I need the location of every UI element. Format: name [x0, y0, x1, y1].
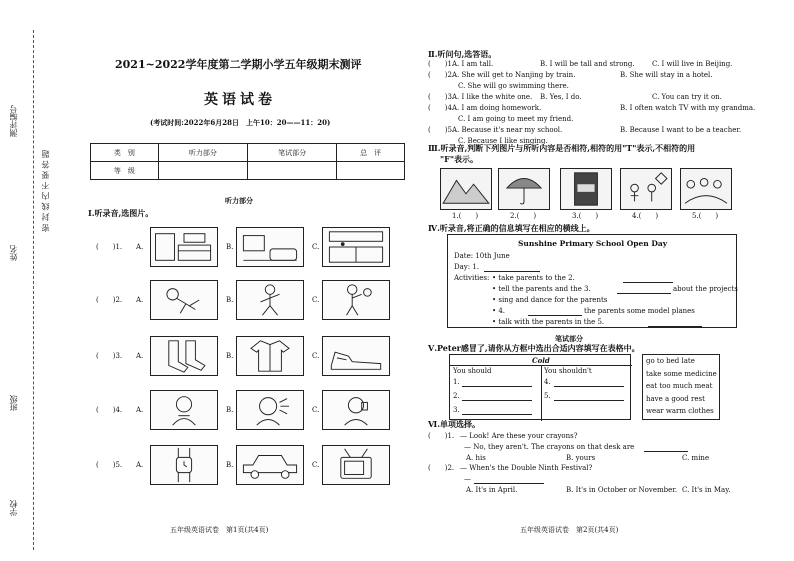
exam-number-label: 测评编号: [9, 105, 18, 137]
judge-label: 3.( ): [572, 212, 599, 220]
option-letter: A.: [136, 406, 144, 414]
subject-title: 英语试卷: [204, 92, 276, 108]
activity-text-tail: about the projects: [673, 285, 738, 293]
umbrella-picture[interactable]: [498, 168, 550, 210]
score-cell: 听力部分: [158, 144, 247, 162]
shouldnt-header: You shouldn't: [544, 367, 592, 375]
answer-option: A. I like the white one.: [452, 93, 533, 101]
q1-line2: — No, they aren't. The crayons on that desk are: [464, 443, 635, 451]
score-cell[interactable]: [247, 162, 336, 180]
answer-option: A. I am doing homework.: [452, 104, 542, 112]
shouldnt-blank[interactable]: [554, 386, 624, 387]
answer-option: A. I am tall.: [452, 60, 494, 68]
option-letter: B.: [226, 406, 234, 414]
shouldnt-number: 4.: [544, 378, 551, 386]
playing-ball-boy-picture[interactable]: [322, 280, 390, 320]
watch-picture[interactable]: [150, 445, 218, 485]
score-table-row: [91, 162, 405, 180]
sneakers-picture[interactable]: [322, 336, 390, 376]
score-cell: 类 别: [91, 144, 159, 162]
kitchen-cabinet-picture[interactable]: [322, 227, 390, 267]
section3-title: Ⅲ.听录音,判断下列图片与所听内容是否相符,相符的用"T"表示,不相符的用: [428, 143, 696, 153]
shirt-picture[interactable]: [236, 336, 304, 376]
open-day-info-box: [447, 234, 737, 328]
shouldnt-blank[interactable]: [554, 400, 624, 401]
option-phrase: go to bed late: [646, 357, 695, 365]
listening-heading: 听力部分: [225, 196, 253, 205]
cold-table: [449, 354, 631, 420]
section4-title: Ⅳ.听录音,将正确的信息填写在相应的横线上。: [428, 223, 595, 233]
judge-label: 1.( ): [452, 212, 479, 220]
q1-blank[interactable]: [644, 451, 688, 452]
option-letter: A.: [136, 461, 144, 469]
q1-option-c: C. mine: [682, 454, 710, 462]
option-letter: B.: [226, 296, 234, 304]
exam-title: 2021~2022学年度第二学期小学五年级期末测评: [115, 58, 362, 71]
should-number: 3.: [453, 406, 460, 414]
answer-option: C. Because I like singing.: [458, 137, 548, 145]
option-letter: C.: [312, 406, 320, 414]
crowd-picture[interactable]: [680, 168, 732, 210]
name-label: 姓名: [9, 245, 18, 261]
answer-blank-6[interactable]: [648, 326, 702, 327]
score-cell[interactable]: [337, 162, 405, 180]
school-label: 学校: [9, 500, 18, 516]
score-cell: 笔试部分: [247, 144, 336, 162]
option-phrase: take some medicine: [646, 369, 717, 378]
q2-option-b: B. It's in October or November.: [566, 486, 678, 494]
option-letter: C.: [312, 461, 320, 469]
open-day-title: Sunshine Primary School Open Day: [518, 239, 668, 248]
class-label: 班级: [9, 395, 18, 411]
car-picture[interactable]: [236, 445, 304, 485]
open-day-day-label: Day: 1.: [454, 263, 480, 271]
answer-blank-3[interactable]: [617, 293, 671, 294]
question-number: ( )1.: [96, 243, 123, 251]
q2-option-a: A. It's in April.: [466, 486, 518, 494]
answer-option: C. You can try it on.: [652, 93, 722, 101]
running-boy-picture[interactable]: [236, 280, 304, 320]
option-letter: B.: [226, 352, 234, 360]
question-number: ( )3.: [96, 352, 123, 360]
question-number: ( )5.: [96, 461, 123, 469]
score-table: [90, 143, 405, 180]
written-heading: 笔试部分: [555, 334, 583, 343]
book-picture[interactable]: [560, 168, 612, 210]
exam-time-note: (考试时间:2022年6月28日 上午10：20——11：20): [150, 118, 331, 127]
answer-option: C. I am going to meet my friend.: [458, 115, 574, 123]
activity-text-tail: the parents some model planes: [584, 307, 695, 315]
score-cell: 等 级: [91, 162, 159, 180]
cold-table-title: Cold: [532, 356, 550, 365]
answer-option: A. Because it's near my school.: [452, 126, 563, 134]
option-phrase: eat too much meat: [646, 382, 713, 390]
should-blank[interactable]: [462, 386, 532, 387]
sleeping-boy-picture[interactable]: [150, 280, 218, 320]
answer-option: C. I will live in Beijing.: [652, 60, 733, 68]
seal-dashed-line: [33, 30, 34, 550]
answer-option: B. Yes, I do.: [540, 93, 582, 101]
socks-picture[interactable]: [150, 336, 218, 376]
answer-option: B. Because I want to be a teacher.: [620, 126, 742, 134]
answer-option: A. She will get to Nanjing by train.: [452, 71, 576, 79]
q2-blank[interactable]: [474, 483, 544, 484]
q2-number: ( )2.: [428, 464, 455, 472]
q1-line1: — Look! Are these your crayons?: [460, 432, 578, 440]
kitchen-picture[interactable]: [150, 227, 218, 267]
option-letter: C.: [312, 243, 320, 251]
cold-table-middle-line: [541, 365, 542, 421]
activities-label: Activities:: [454, 274, 490, 282]
answer-option: B. She will stay in a hotel.: [620, 71, 713, 79]
activity-text: • tell the parents and the 3.: [492, 285, 591, 293]
activity-text: • talk with the parents in the 5.: [492, 318, 605, 326]
q2-line2: —: [464, 475, 471, 483]
option-letter: A.: [136, 352, 144, 360]
section3-title-cont: "F"表示。: [440, 154, 479, 164]
question-number: ( )2.: [428, 71, 455, 79]
answer-option: B. I will be tall and strong.: [540, 60, 635, 68]
option-letter: A.: [136, 243, 144, 251]
living-room-picture[interactable]: [236, 227, 304, 267]
question-number: ( )1.: [428, 60, 455, 68]
section2-title: Ⅱ.听问句,选答语。: [428, 49, 497, 59]
q2-line1: — When's the Double Ninth Festival?: [460, 464, 593, 472]
open-day-date: Date: 10th June: [454, 252, 510, 260]
judge-label: 2.( ): [510, 212, 537, 220]
question-number: ( )3.: [428, 93, 455, 101]
right-page-footer: 五年级英语试卷 第2页(共4页): [520, 526, 619, 534]
answer-blank-5[interactable]: [528, 315, 582, 316]
q2-option-c: C. It's in May.: [682, 486, 731, 494]
should-blank[interactable]: [462, 400, 532, 401]
activity-text: • 4.: [492, 307, 506, 315]
judge-label: 5.( ): [692, 212, 719, 220]
answer-option: B. I often watch TV with my grandma.: [620, 104, 756, 112]
question-number: ( )4.: [428, 104, 455, 112]
tv-picture[interactable]: [322, 445, 390, 485]
activity-text: • sing and dance for the parents: [492, 296, 608, 304]
should-number: 1.: [453, 378, 460, 386]
shouldnt-number: 5.: [544, 392, 551, 400]
question-number: ( )5.: [428, 126, 455, 134]
q1-option-a: A. his: [466, 454, 486, 462]
section6-title: Ⅵ.单项选择。: [428, 419, 480, 429]
score-cell[interactable]: [158, 162, 247, 180]
mountain-picture[interactable]: [440, 168, 492, 210]
toothache-boy-picture[interactable]: [322, 390, 390, 430]
q1-number: ( )1.: [428, 432, 455, 440]
sneezing-man-picture[interactable]: [236, 390, 304, 430]
option-phrase: wear warm clothes: [646, 407, 714, 415]
kite-kids-picture[interactable]: [620, 168, 672, 210]
sick-boy-picture[interactable]: [150, 390, 218, 430]
score-cell: 总 评: [337, 144, 405, 162]
section5-title: Ⅴ.Peter感冒了,请你从方框中选出合适内容填写在表格中。: [428, 343, 640, 353]
question-number: ( )2.: [96, 296, 123, 304]
should-header: You should: [453, 367, 492, 375]
answer-blank-2[interactable]: [623, 282, 673, 283]
option-letter: B.: [226, 243, 234, 251]
score-table-row: [91, 144, 405, 162]
should-blank[interactable]: [462, 414, 532, 415]
answer-option: C. She will go swimming there.: [458, 82, 569, 90]
options-box: [642, 354, 720, 420]
q1-option-b: B. yours: [566, 454, 596, 462]
option-letter: B.: [226, 461, 234, 469]
option-letter: C.: [312, 352, 320, 360]
left-page-footer: 五年级英语试卷 第1页(共4页): [170, 526, 269, 534]
should-number: 2.: [453, 392, 460, 400]
question-number: ( )4.: [96, 406, 123, 414]
activity-text: • take parents to the 2.: [492, 274, 575, 282]
option-letter: A.: [136, 296, 144, 304]
section1-title: Ⅰ.听录音,选图片。: [88, 208, 154, 218]
option-phrase: have a good rest: [646, 394, 705, 403]
seal-notice: 密 封 线 内 不 要 答 题: [41, 150, 50, 232]
binding-margin: [0, 0, 62, 561]
option-letter: C.: [312, 296, 320, 304]
answer-blank-1[interactable]: [484, 271, 540, 272]
judge-label: 4.( ): [632, 212, 659, 220]
